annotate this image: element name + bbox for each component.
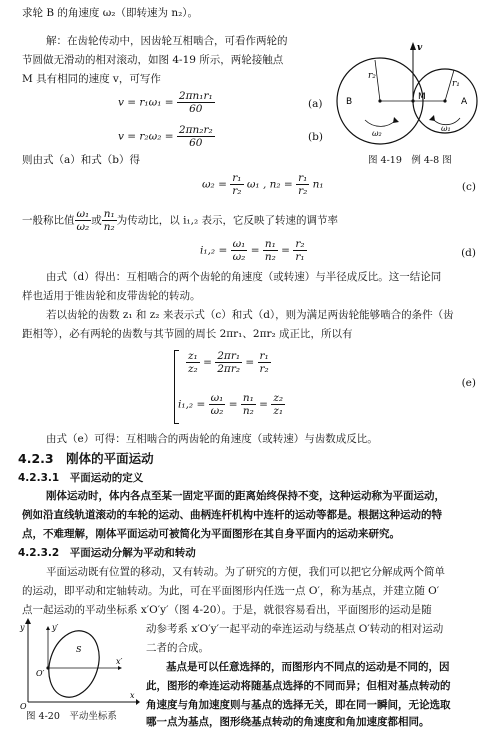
para-d-line-1: 由式（d）得出：互相啮合的两个齿轮的角速度（或转速）与半径成反比。这一结论同 [46, 271, 442, 283]
label-B: B [346, 97, 353, 107]
label-S: S [76, 645, 82, 654]
para-4232-line-8: 角速度与角加速度则与基点的选择无关，即在同一瞬间，无论选取 [146, 699, 451, 711]
para-4232-line-6: 基点是可以任意选择的，而图形内不同点的运动是不同的，因 [166, 661, 450, 673]
label-M: M [418, 92, 426, 102]
eq-e-number: (e) [461, 377, 476, 389]
para-4232-line-7: 此，图形的牵连运动将随基点选择的不同而异；但相对基点转动的 [146, 680, 451, 692]
para-4231-line-3: 点，不难理解，刚体平面运动可被简化为平面图形在其自身平面内的运动来研究。 [22, 528, 400, 540]
label-O: O [20, 702, 27, 710]
para-4232-line-3: 点一起运动的平动坐标系 x′O′y′（图 4-20）。于是，就很容易看出，平面图形的运动是随 [22, 604, 432, 616]
label-x-prime: x′ [116, 657, 123, 666]
label-v: v [417, 43, 423, 53]
plane-figure-s [41, 624, 108, 704]
velocity-arrow-head [410, 42, 416, 50]
para-d-line-2: 样也适用于锥齿轮和皮带齿轮的转动。 [22, 290, 201, 302]
label-omega2: ω₂ [372, 129, 382, 138]
intro-line-1: 求轮 B 的角速度 ω₂（即转速为 n₂）。 [22, 7, 199, 19]
label-r1: r₁ [452, 79, 460, 89]
equation-e-row-1: $\frac{\text{z₁}}{\text{z₂}}$ = $\frac{\text{2πr₁}}{\text{2πr₂}}$ = $\frac{\text{r₁}}{\text{r₂}}$ [188, 350, 269, 375]
ratio-line: 一般称比值 $\frac{\text{ω₁}}{\text{ω₂}}$ 或 $\frac{\text{n₁}}{\text{n₂}}$ 为传动比，以 i₁,₂ 表示，它反映了转速的调节率 [22, 208, 339, 233]
equation-b [118, 124, 215, 149]
eq-d-number: (d) [461, 247, 476, 259]
equation-d: i₁,₂ = $\frac{\text{ω₁}}{\text{ω₂}}$ = $\frac{\text{n₁}}{\text{n₂}}$ = $\frac{\text{r₂}}{\text{r₁}}$ [200, 238, 305, 263]
label-r2: r₂ [368, 71, 376, 81]
label-O-prime: O′ [36, 669, 45, 678]
eq-a-number: (a) [308, 98, 323, 110]
eq-a-lhs: v = r₁ω₁ = [118, 96, 174, 109]
equation-c: ω₂ = $\frac{\text{r₁}}{\text{r₂}}$ ω₁ , n₂ = $\frac{\text{r₁}}{\text{r₂}}$ n₁ [202, 172, 324, 197]
figure-4-20-caption: 图 4-20 平动坐标系 [26, 711, 117, 722]
para-d-line-3: 若以齿轮的齿数 z₁ 和 z₂ 来表示式（c）和式（d），则为满足两齿轮能够啮合的条件（齿 [46, 309, 454, 321]
eq-b-fraction: $\frac{\text{2πn₂r₂}}{60}$ [178, 124, 213, 149]
para-4232-line-5: 二者的合成。 [146, 642, 209, 654]
figure-4-19 [330, 38, 490, 150]
figure-4-20 [18, 618, 140, 710]
para-4232-line-2: 的运动，即平动和定轴转动。为此，可在平面图形内任选一点 O′，称为基点，并建立随 O′ [22, 585, 440, 597]
label-y-prime: y′ [52, 623, 59, 632]
para-4232-line-1: 平面运动既有位置的移动，又有转动。为了研究的方便，我们可以把它分解成两个简单 [46, 566, 445, 578]
intro-line-3: 节圆做无滑动的相对滚动，如图 4-19 所示，两轮接触点 [22, 54, 284, 66]
label-x: x [130, 691, 135, 700]
para-4232-line-4: 动参考系 x′O′y′一起平动的牵连运动与绕基点 O′转动的相对运动 [146, 623, 444, 635]
eq-b-lhs: v = r₂ω₂ = [118, 130, 174, 143]
from-e-line: 由式（e）可得：互相啮合的两齿轮的角速度（或转速）与齿数成反比。 [46, 433, 378, 445]
omega2-arc [365, 120, 396, 126]
label-omega1: ω₁ [441, 124, 451, 133]
figure-4-19-caption: 图 4-19 例 4-8 图 [368, 155, 452, 166]
section-heading-4-2-3: 4.2.3 刚体的平面运动 [18, 451, 154, 466]
subsection-heading-4-2-3-2: 4.2.3.2 平面运动分解为平动和转动 [18, 547, 196, 559]
from-ab-line: 则由式（a）和式（b）得 [22, 154, 140, 166]
para-4231-line-2: 例如沿直线轨道滚动的车轮的运动、曲柄连杆机构中连杆的运动等都是。根据这种运动的特 [22, 509, 442, 521]
intro-line-4: M 具有相同的速度 v，可写作 [22, 73, 161, 85]
para-4232-line-9: 哪一点为基点，图形绕基点转动的角速度和角加速度都相同。 [146, 716, 430, 728]
para-4231-line-1: 刚体运动时，体内各点至某一固定平面的距离始终保持不变，这种运动称为平面运动， [46, 490, 445, 502]
eq-b-number: (b) [308, 131, 323, 143]
label-A: A [461, 97, 468, 107]
equation-e-row-2: i₁,₂ = $\frac{\text{ω₁}}{\text{ω₂}}$ = $\frac{\text{n₁}}{\text{n₂}}$ = $\frac{\text{z₂}}{\text{z₁}}$ [178, 392, 284, 417]
eq-c-number: (c) [461, 181, 476, 193]
intro-line-2: 解：在齿轮传动中，因齿轮互相啮合，可看作两轮的 [46, 35, 288, 47]
label-y: y [20, 623, 25, 632]
equation-a [118, 90, 215, 115]
para-d-line-4: 距相等），必有两轮的齿数与其节圆的周长 2πr₁、2πr₂ 成正比，所以有 [22, 328, 353, 340]
eq-a-fraction: $\frac{\text{2πn₁r₁}}{60}$ [178, 90, 213, 115]
subsection-heading-4-2-3-1: 4.2.3.1 平面运动的定义 [18, 472, 144, 484]
